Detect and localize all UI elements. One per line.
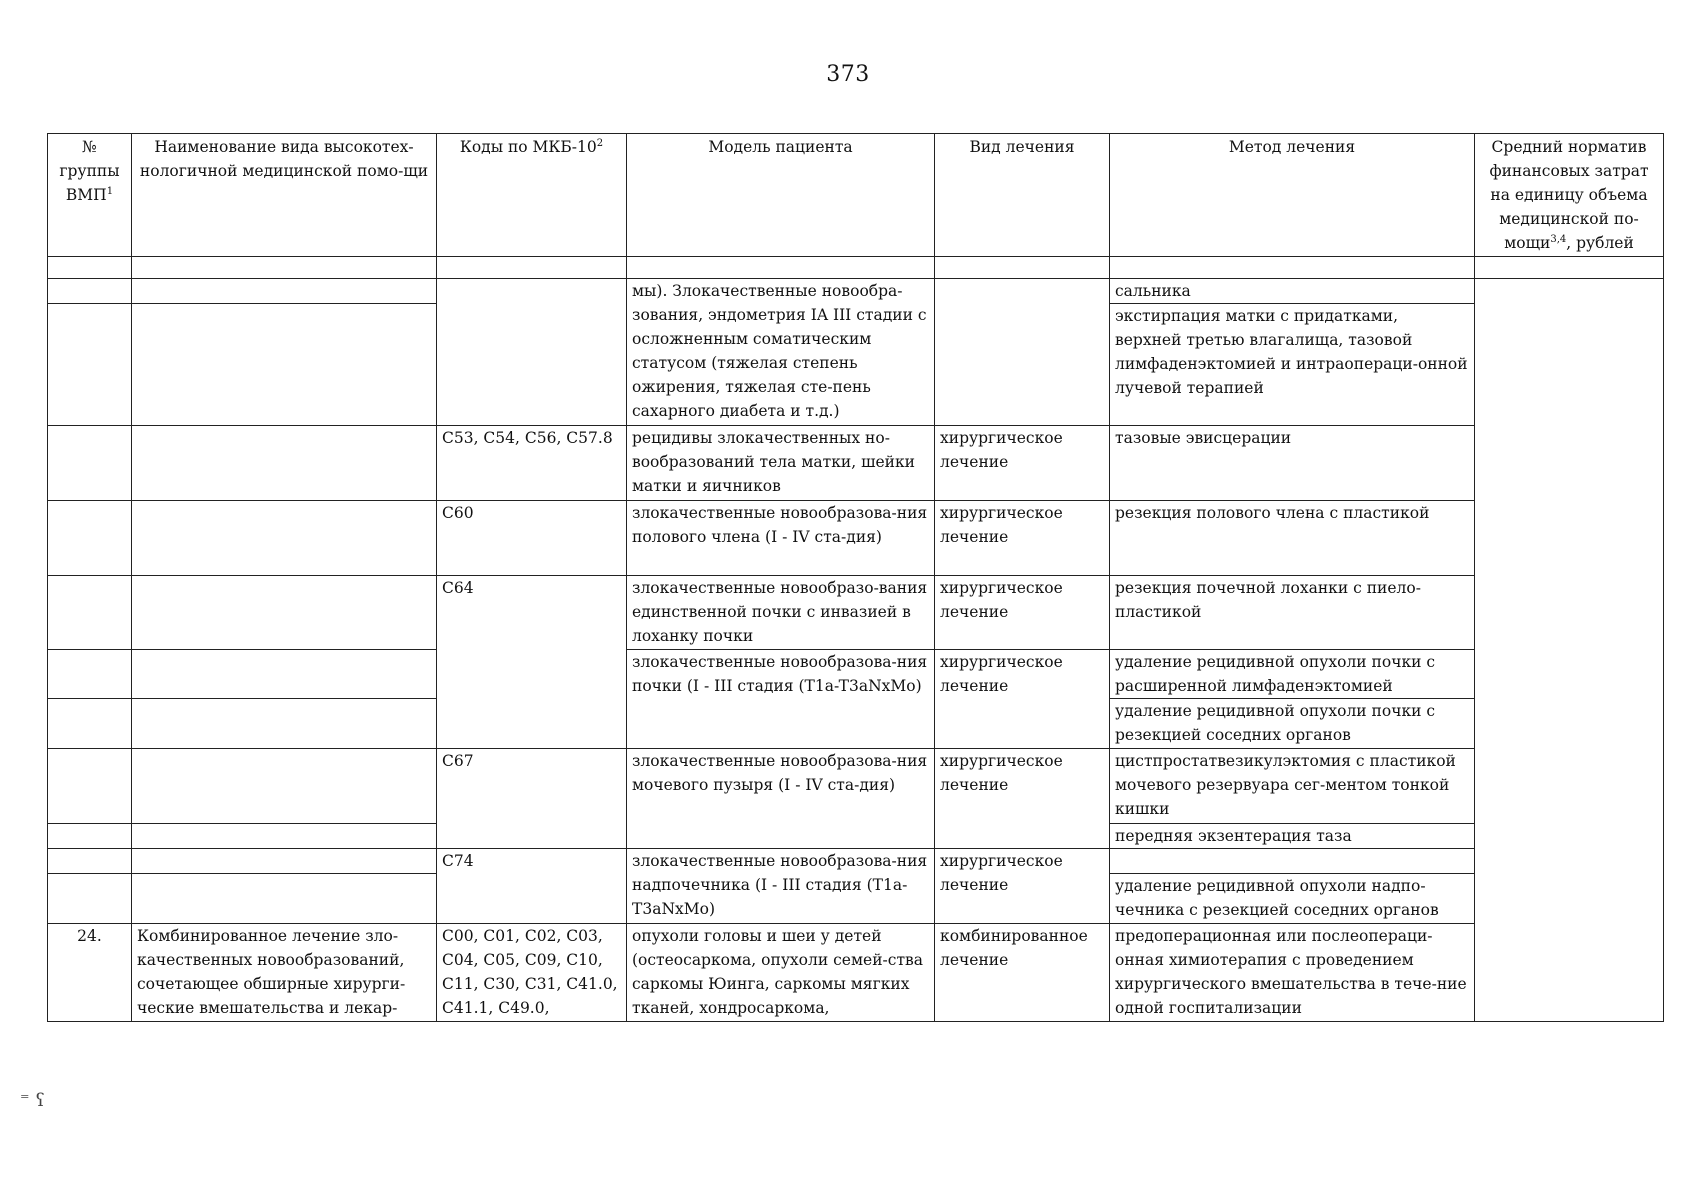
table-row bbox=[48, 650, 1664, 699]
codes-cell: C74 bbox=[437, 849, 627, 924]
model-cell: злокачественные новообразова-ния надпочечника (I - III стадия (T1a-T3aNxMo) bbox=[627, 849, 935, 924]
codes-cell: C67 bbox=[437, 749, 627, 849]
method-cell: передняя экзентерация таза bbox=[1110, 824, 1475, 849]
header-group-no: № группы ВМП$^1$ bbox=[48, 134, 132, 257]
table-row bbox=[48, 426, 1664, 501]
page-number: 373 bbox=[826, 62, 870, 87]
header-cost: Средний норматив финансовых затрат на единицу объема медицинской по-мощи$^{3,4}$, рублей bbox=[1475, 134, 1664, 257]
group-no-cell: 24. bbox=[48, 924, 132, 1022]
model-cell: злокачественные новообразова-ния мочевого пузыря (I - IV ста-дия) bbox=[627, 749, 935, 849]
scan-marks: ⁼ ʕ bbox=[20, 1090, 45, 1111]
codes-cell: C00, C01, C02, C03, C04, C05, C09, C10, C11, C30, C31, C41.0, C41.1, C49.0, bbox=[437, 924, 627, 1022]
header-model: Модель пациента bbox=[627, 134, 935, 257]
codes-cell: C60 bbox=[437, 501, 627, 576]
treatment-cell: комбинированное лечение bbox=[935, 924, 1110, 1022]
header-row bbox=[48, 134, 1664, 257]
model-cell: рецидивы злокачественных но-вообразований тела матки, шейки матки и яичников bbox=[627, 426, 935, 501]
method-cell: удаление рецидивной опухоли надпо-чечника с резекцией соседних органов bbox=[1110, 874, 1475, 924]
method-cell: удаление рецидивной опухоли почки с резекцией соседних органов bbox=[1110, 699, 1475, 749]
header-treatment-type: Вид лечения bbox=[935, 134, 1110, 257]
model-cell: злокачественные новообразова-ния почки (I - III стадия (T1a-T3aNxMo) bbox=[627, 650, 935, 749]
table-row bbox=[48, 924, 1664, 1022]
header-method: Метод лечения bbox=[1110, 134, 1475, 257]
method-cell: сальника bbox=[1110, 279, 1475, 304]
model-cell: опухоли головы и шеи у детей (остеосаркома, опухоли семей-ства саркомы Юинга, саркомы мягких тканей, хондросаркома, bbox=[627, 924, 935, 1022]
method-cell: предоперационная или послеопераци-онная химиотерапия с проведением хирургического вмешательства в тече-ние одной госпитализации bbox=[1110, 924, 1475, 1022]
codes-cell: C64 bbox=[437, 576, 627, 749]
table-row bbox=[48, 279, 1664, 304]
model-cell: злокачественные новообразо-вания единственной почки с инвазией в лоханку почки bbox=[627, 576, 935, 650]
treatment-cell: хирургическое лечение bbox=[935, 650, 1110, 749]
treatment-cell: хирургическое лечение bbox=[935, 576, 1110, 650]
model-cell: мы). Злокачественные новообра-зования, эндометрия IA III стадии с осложненным соматическим статусом (тяжелая степень ожирения, тяжелая сте-пень сахарного диабета и т.д.) bbox=[627, 279, 935, 426]
header-name: Наименование вида высокотех-нологичной медицинской помо-щи bbox=[132, 134, 437, 257]
method-cell: тазовые эвисцерации bbox=[1110, 426, 1475, 501]
table-row bbox=[48, 849, 1664, 874]
vmp-table bbox=[47, 133, 1664, 1022]
codes-cell: C53, C54, C56, C57.8 bbox=[437, 426, 627, 501]
model-cell: злокачественные новообразова-ния полового члена (I - IV ста-дия) bbox=[627, 501, 935, 576]
method-cell: удаление рецидивной опухоли почки с расширенной лимфаденэктомией bbox=[1110, 650, 1475, 699]
method-cell: резекция полового члена с пластикой bbox=[1110, 501, 1475, 576]
treatment-cell: хирургическое лечение bbox=[935, 849, 1110, 924]
table-row bbox=[48, 501, 1664, 576]
treatment-cell: хирургическое лечение bbox=[935, 426, 1110, 501]
name-cell: Комбинированное лечение зло-качественных новообразований, сочетающее обширные хирурги-ческие вмешательства и лекар- bbox=[132, 924, 437, 1022]
method-cell: резекция почечной лоханки с пиело-пластикой bbox=[1110, 576, 1475, 650]
method-cell: цистпростатвезикулэктомия с пластикой мочевого резервуара сег-ментом тонкой кишки bbox=[1110, 749, 1475, 824]
header-codes: Коды по МКБ-$10^2$ bbox=[437, 134, 627, 257]
treatment-cell: хирургическое лечение bbox=[935, 501, 1110, 576]
spacer-row bbox=[48, 257, 1664, 279]
method-cell: экстирпация матки с придатками, верхней третью влагалища, тазовой лимфаденэктомией и интраопераци-онной лучевой терапией bbox=[1110, 304, 1475, 426]
table-row bbox=[48, 576, 1664, 650]
treatment-cell: хирургическое лечение bbox=[935, 749, 1110, 849]
table-row bbox=[48, 749, 1664, 824]
